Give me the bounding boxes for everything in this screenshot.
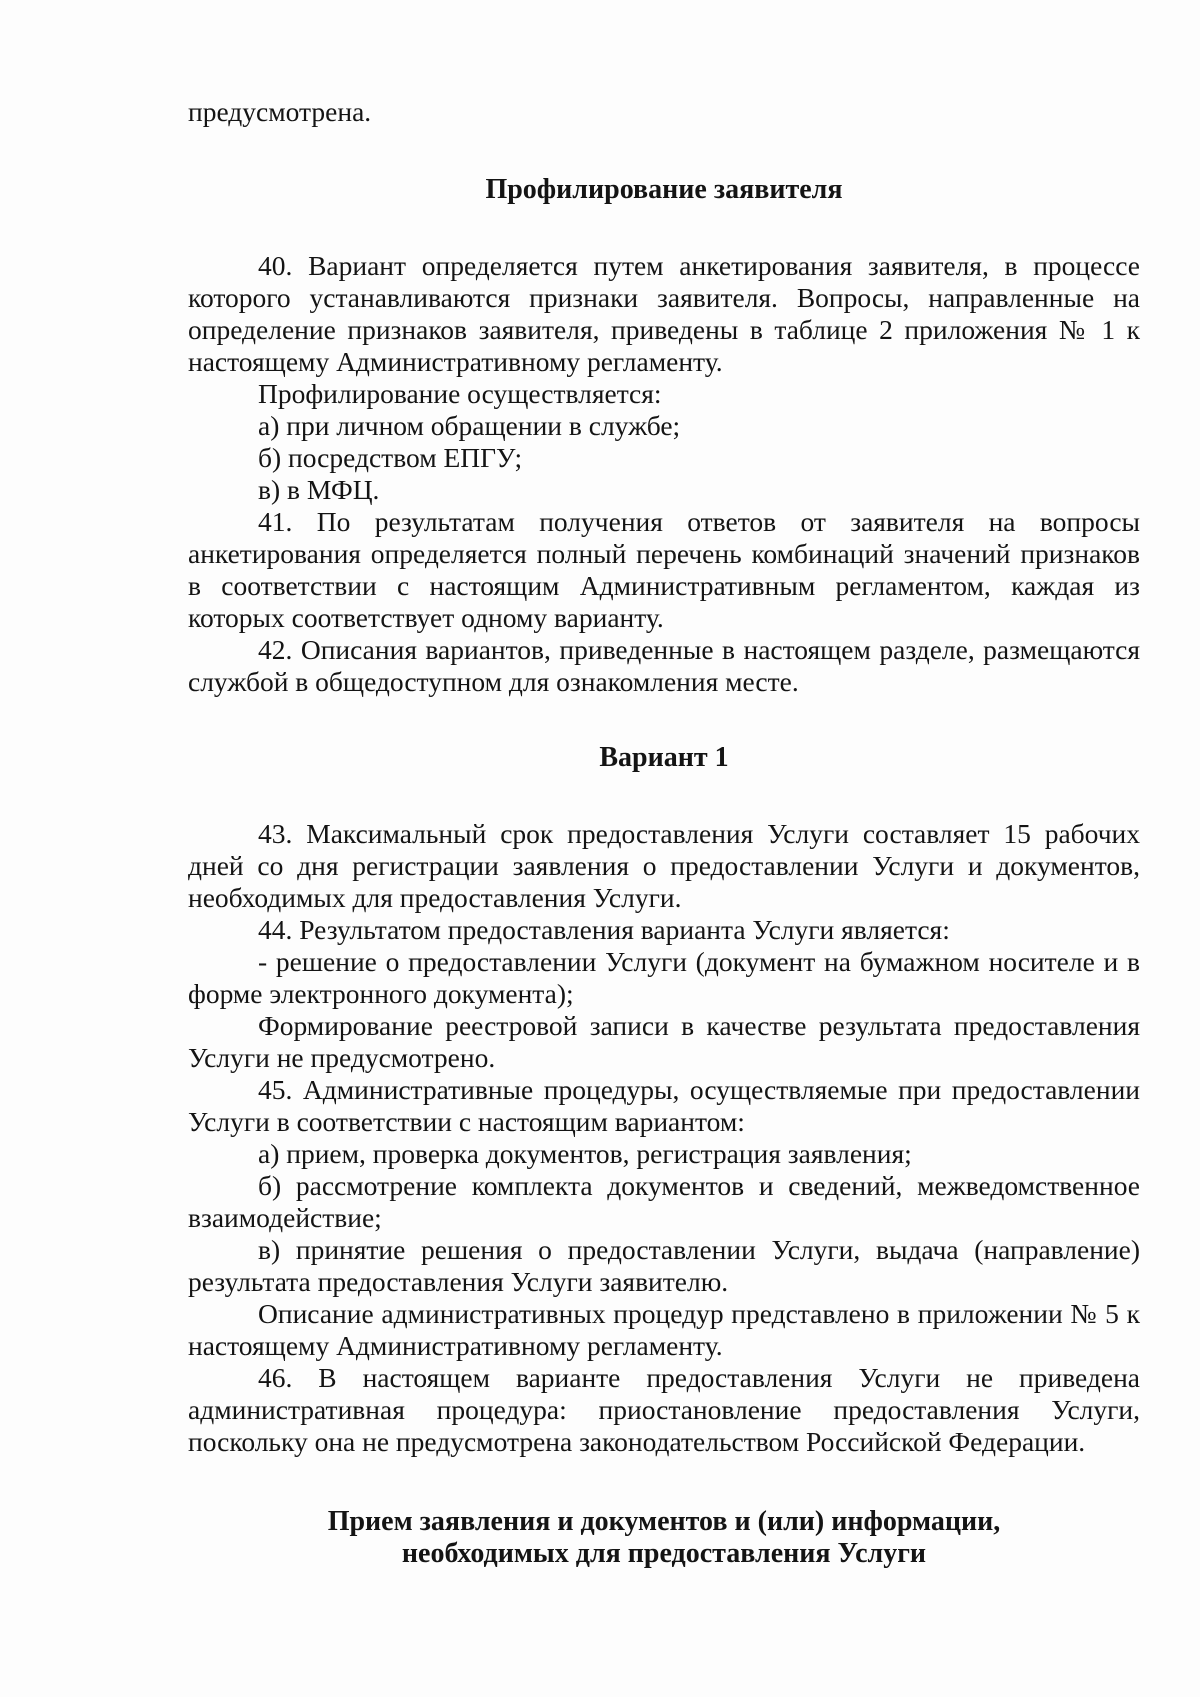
paragraph-44-registry: Формирование реестровой записи в качестве результата предоставления Услуги не предусмотрено. bbox=[188, 1010, 1140, 1073]
section-heading-reception-line1: Прием заявления и документов и (или) информации, bbox=[327, 1506, 1001, 1537]
list-item-45-c: в) принятие решения о предоставлении Услуги, выдача (направление) результата предоставления Услуги заявителю. bbox=[188, 1234, 1140, 1297]
section-heading-profiling: Профилирование заявителя bbox=[485, 174, 843, 205]
paragraph-45: 45. Административные процедуры, осуществляемые при предоставлении Услуги в соответствии с настоящим вариантом: bbox=[188, 1074, 1140, 1137]
section-heading-reception bbox=[188, 1506, 1140, 1570]
section-heading-reception-line2: необходимых для предоставления Услуги bbox=[401, 1538, 927, 1569]
list-item-40-b: б) посредством ЕПГУ; bbox=[258, 442, 523, 473]
section-heading-variant: Вариант 1 bbox=[599, 742, 729, 773]
list-item-44-decision: - решение о предоставлении Услуги (документ на бумажном носителе и в форме электронного документа); bbox=[188, 946, 1140, 1009]
paragraph-45-description: Описание административных процедур представлено в приложении № 5 к настоящему Административному регламенту. bbox=[188, 1298, 1140, 1361]
carryover-paragraph: предусмотрена. bbox=[188, 96, 372, 127]
paragraph-43: 43. Максимальный срок предоставления Услуги составляет 15 рабочих дней со дня регистрации заявления о предоставлении Услуги и документов, необходимых для предоставления Услуги. bbox=[188, 818, 1140, 913]
list-item-45-b: б) рассмотрение комплекта документов и сведений, межведомственное взаимодействие; bbox=[188, 1170, 1140, 1233]
paragraph-40-intro: Профилирование осуществляется: bbox=[258, 378, 662, 409]
list-item-40-a: а) при личном обращении в службе; bbox=[258, 410, 681, 441]
list-item-45-a: а) прием, проверка документов, регистрация заявления; bbox=[258, 1138, 912, 1169]
paragraph-40: 40. Вариант определяется путем анкетирования заявителя, в процессе которого устанавливаются признаки заявителя. Вопросы, направленные на определение признаков заявителя, приведены в таблице 2 приложения № 1 к настоящему Административному регламенту. bbox=[188, 250, 1140, 377]
paragraph-41: 41. По результатам получения ответов от заявителя на вопросы анкетирования определяется полный перечень комбинаций значений признаков в соответствии с настоящим Административным регламентом, каждая из которых соответствует одному варианту. bbox=[188, 506, 1140, 633]
paragraph-42: 42. Описания вариантов, приведенные в настоящем разделе, размещаются службой в общедоступном для ознакомления месте. bbox=[188, 634, 1140, 697]
document-body bbox=[188, 96, 1140, 1570]
paragraph-46: 46. В настоящем варианте предоставления Услуги не приведена административная процедура: приостановление предоставления Услуги, поскольку она не предусмотрена законодательством Российской Федерации. bbox=[188, 1362, 1140, 1457]
paragraph-44: 44. Результатом предоставления варианта Услуги является: bbox=[258, 914, 950, 945]
list-item-40-c: в) в МФЦ. bbox=[258, 474, 380, 505]
